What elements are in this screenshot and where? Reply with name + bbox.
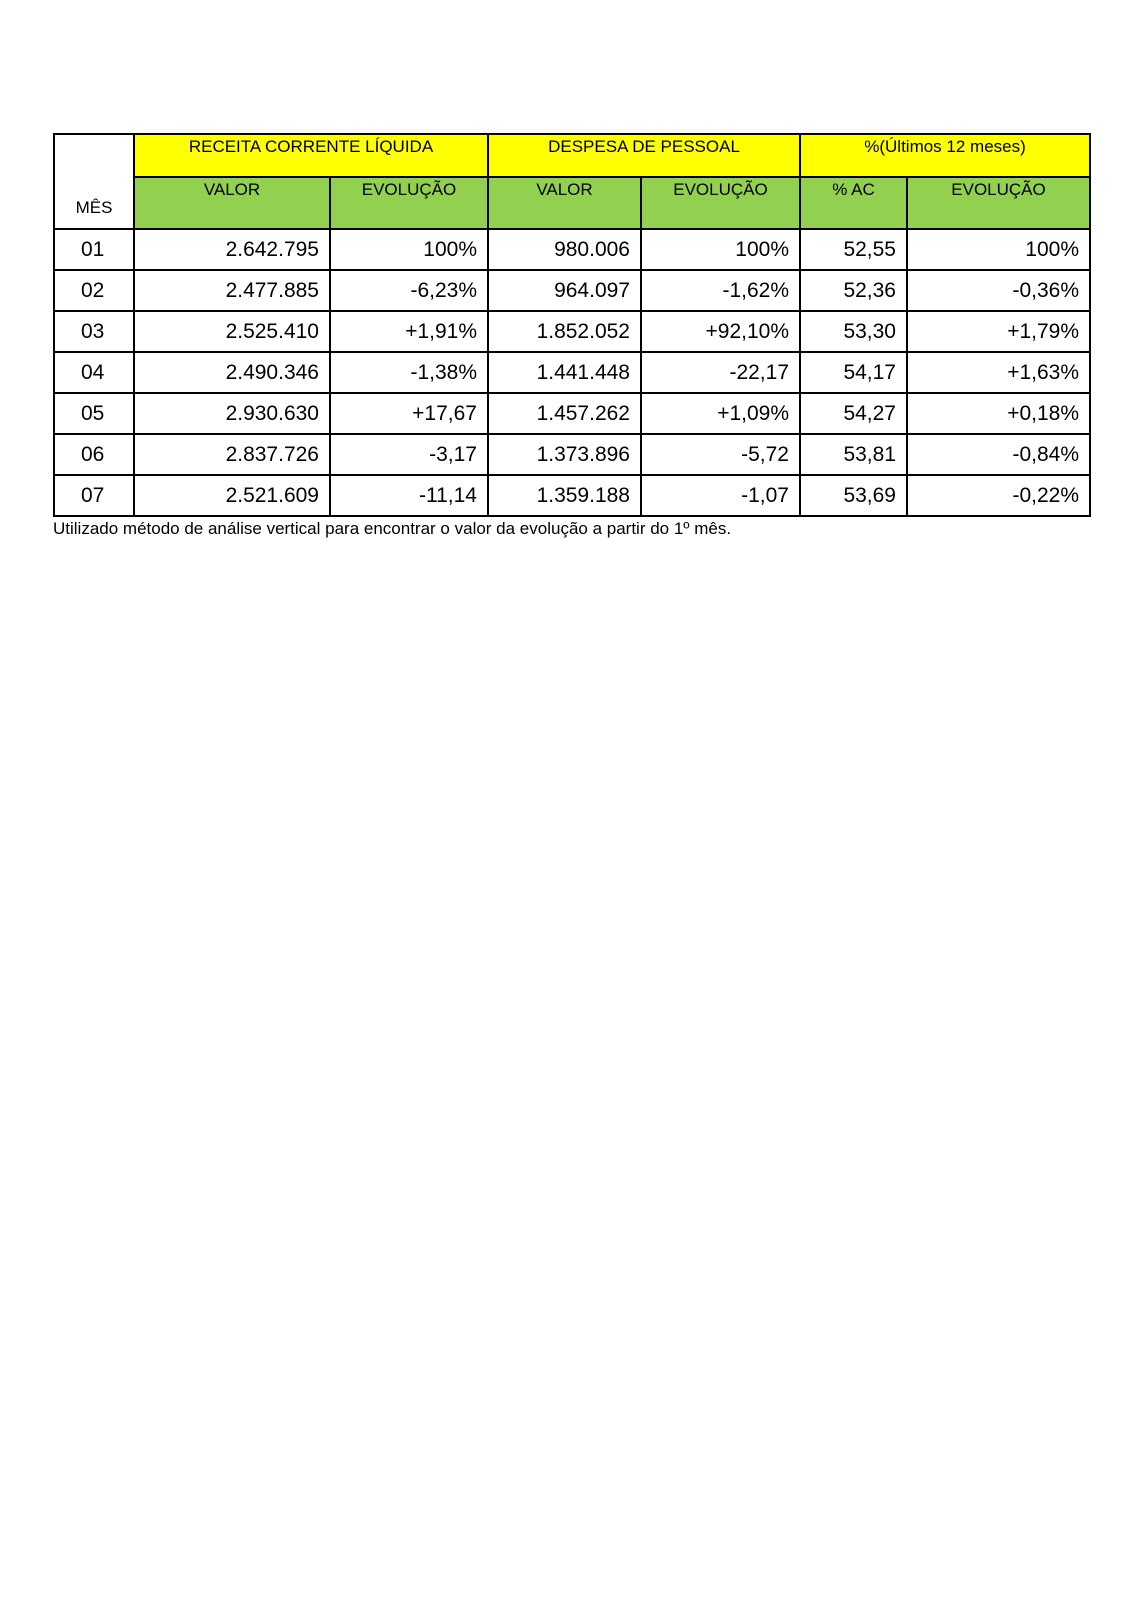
rcl-despesa-table bbox=[53, 133, 1091, 517]
ac-cell: 53,69 bbox=[800, 475, 907, 516]
month-cell: 03 bbox=[54, 311, 134, 352]
ac-cell: 53,81 bbox=[800, 434, 907, 475]
ac-cell: 52,36 bbox=[800, 270, 907, 311]
rcl-evolucao-cell: +1,91% bbox=[330, 311, 488, 352]
table-row bbox=[54, 434, 1090, 475]
month-cell: 05 bbox=[54, 393, 134, 434]
table-row bbox=[54, 393, 1090, 434]
month-cell: 01 bbox=[54, 229, 134, 270]
ac-evolucao-cell: +1,79% bbox=[907, 311, 1090, 352]
month-cell: 07 bbox=[54, 475, 134, 516]
rcl-valor-cell: 2.642.795 bbox=[134, 229, 330, 270]
table-row bbox=[54, 352, 1090, 393]
rcl-valor-cell: 2.837.726 bbox=[134, 434, 330, 475]
rcl-valor-cell: 2.477.885 bbox=[134, 270, 330, 311]
dp-valor-cell: 1.852.052 bbox=[488, 311, 641, 352]
ac-evolucao-cell: +1,63% bbox=[907, 352, 1090, 393]
dp-valor-cell: 964.097 bbox=[488, 270, 641, 311]
receita-evolucao-header: EVOLUÇÃO bbox=[330, 177, 488, 229]
despesa-group-header: DESPESA DE PESSOAL bbox=[488, 134, 800, 177]
dp-evolucao-cell: -5,72 bbox=[641, 434, 800, 475]
rcl-valor-cell: 2.490.346 bbox=[134, 352, 330, 393]
dp-evolucao-cell: +1,09% bbox=[641, 393, 800, 434]
month-column-header: MÊS bbox=[54, 134, 134, 229]
ac-cell: 54,27 bbox=[800, 393, 907, 434]
rcl-valor-cell: 2.521.609 bbox=[134, 475, 330, 516]
rcl-evolucao-cell: +17,67 bbox=[330, 393, 488, 434]
table-row bbox=[54, 311, 1090, 352]
percent-evolucao-header: EVOLUÇÃO bbox=[907, 177, 1090, 229]
ac-evolucao-cell: 100% bbox=[907, 229, 1090, 270]
month-cell: 06 bbox=[54, 434, 134, 475]
dp-valor-cell: 1.441.448 bbox=[488, 352, 641, 393]
despesa-valor-header: VALOR bbox=[488, 177, 641, 229]
ac-evolucao-cell: +0,18% bbox=[907, 393, 1090, 434]
footnote: Utilizado método de análise vertical para encontrar o valor da evolução a partir do 1º mês. bbox=[53, 519, 732, 538]
dp-evolucao-cell: -1,62% bbox=[641, 270, 800, 311]
spreadsheet-region bbox=[53, 133, 1089, 539]
month-cell: 04 bbox=[54, 352, 134, 393]
rcl-evolucao-cell: -11,14 bbox=[330, 475, 488, 516]
table-row bbox=[54, 475, 1090, 516]
ac-evolucao-cell: -0,84% bbox=[907, 434, 1090, 475]
dp-valor-cell: 980.006 bbox=[488, 229, 641, 270]
ac-cell: 54,17 bbox=[800, 352, 907, 393]
group-header-row bbox=[54, 134, 1090, 177]
rcl-valor-cell: 2.525.410 bbox=[134, 311, 330, 352]
dp-evolucao-cell: -22,17 bbox=[641, 352, 800, 393]
percent-ac-header: % AC bbox=[800, 177, 907, 229]
rcl-evolucao-cell: 100% bbox=[330, 229, 488, 270]
rcl-evolucao-cell: -6,23% bbox=[330, 270, 488, 311]
ac-evolucao-cell: -0,22% bbox=[907, 475, 1090, 516]
rcl-evolucao-cell: -1,38% bbox=[330, 352, 488, 393]
dp-valor-cell: 1.359.188 bbox=[488, 475, 641, 516]
ac-cell: 52,55 bbox=[800, 229, 907, 270]
ac-evolucao-cell: -0,36% bbox=[907, 270, 1090, 311]
sub-header-row bbox=[54, 177, 1090, 229]
table-row bbox=[54, 229, 1090, 270]
table-row bbox=[54, 270, 1090, 311]
rcl-valor-cell: 2.930.630 bbox=[134, 393, 330, 434]
dp-valor-cell: 1.373.896 bbox=[488, 434, 641, 475]
dp-evolucao-cell: -1,07 bbox=[641, 475, 800, 516]
dp-valor-cell: 1.457.262 bbox=[488, 393, 641, 434]
dp-evolucao-cell: 100% bbox=[641, 229, 800, 270]
month-cell: 02 bbox=[54, 270, 134, 311]
despesa-evolucao-header: EVOLUÇÃO bbox=[641, 177, 800, 229]
receita-valor-header: VALOR bbox=[134, 177, 330, 229]
receita-group-header: RECEITA CORRENTE LÍQUIDA bbox=[134, 134, 488, 177]
rcl-evolucao-cell: -3,17 bbox=[330, 434, 488, 475]
dp-evolucao-cell: +92,10% bbox=[641, 311, 800, 352]
ac-cell: 53,30 bbox=[800, 311, 907, 352]
percent-group-header: %(Últimos 12 meses) bbox=[800, 134, 1090, 177]
